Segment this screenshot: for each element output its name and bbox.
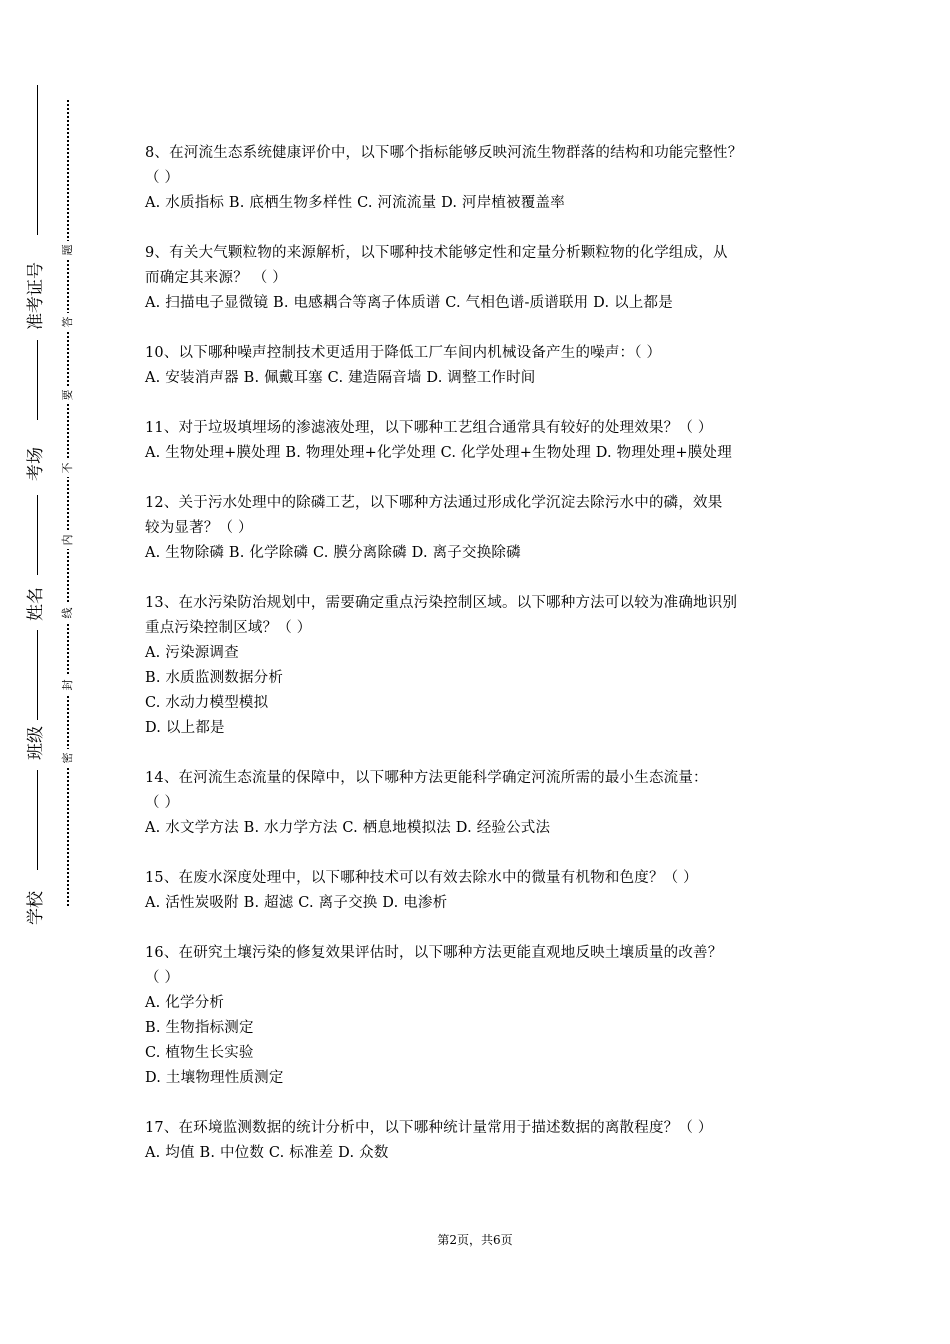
- question-text: 12、关于污水处理中的除磷工艺，以下哪种方法通过形成化学沉淀去除污水中的磷，效果: [145, 495, 723, 511]
- options: A. 水文学方法 B. 水力学方法 C. 栖息地模拟法 D. 经验公式法: [145, 820, 551, 836]
- options: A. 水质指标 B. 底栖生物多样性 C. 河流流量 D. 河岸植被覆盖率: [145, 195, 565, 211]
- seal-char: 题: [59, 241, 77, 259]
- options: A. 安装消声器 B. 佩戴耳塞 C. 建造隔音墙 D. 调整工作时间: [145, 370, 536, 386]
- question-13: [145, 591, 825, 741]
- binding-line-1: [37, 85, 38, 235]
- class-label: 班级: [26, 726, 46, 760]
- options: A. 生物处理+膜处理 B. 物理处理+化学处理 C. 化学处理+生物处理 D. 物理处理+膜处理: [145, 445, 732, 461]
- answer-bracket: （ ）: [145, 170, 180, 186]
- binding-line-5: [37, 770, 38, 870]
- answer-bracket: （ ）: [145, 970, 180, 986]
- option-a: A. 化学分析: [145, 995, 225, 1011]
- options: A. 活性炭吸附 B. 超滤 C. 离子交换 D. 电渗析: [145, 895, 448, 911]
- seal-char: 封: [59, 676, 77, 694]
- option-b: B. 水质监测数据分析: [145, 670, 284, 686]
- question-text: 较为显著？（ ）: [145, 520, 253, 536]
- binding-line-2: [37, 340, 38, 420]
- question-list: [145, 141, 825, 1191]
- name-label: 姓名: [26, 587, 46, 621]
- option-c: C. 水动力模型模拟: [145, 695, 269, 711]
- question-text: 重点污染控制区域？（ ）: [145, 620, 312, 636]
- question-text: 13、在水污染防治规划中，需要确定重点污染控制区域。以下哪种方法可以较为准确地识别: [145, 595, 738, 611]
- question-14: [145, 766, 825, 841]
- seal-char: 答: [59, 313, 77, 331]
- exam-room-label: 考场: [26, 447, 46, 481]
- seal-char: 不: [59, 459, 77, 477]
- option-c: C. 植物生长实验: [145, 1045, 254, 1061]
- exam-number-label: 准考证号: [26, 262, 46, 330]
- page-number: 第2页，共6页: [437, 1233, 513, 1247]
- seal-dotted-line: [67, 100, 69, 906]
- question-text: 16、在研究土壤污染的修复效果评估时，以下哪种方法更能直观地反映土壤质量的改善？: [145, 945, 723, 961]
- question-text: 8、在河流生态系统健康评价中，以下哪个指标能够反映河流生物群落的结构和功能完整性？: [145, 145, 743, 161]
- binding-line-4: [37, 630, 38, 720]
- seal-char: 线: [59, 604, 77, 622]
- question-16: [145, 941, 825, 1091]
- question-8: [145, 141, 825, 216]
- question-text: 17、在环境监测数据的统计分析中，以下哪种统计量常用于描述数据的离散程度？（ ）: [145, 1120, 713, 1136]
- option-b: B. 生物指标测定: [145, 1020, 254, 1036]
- question-text: 15、在废水深度处理中，以下哪种技术可以有效去除水中的微量有机物和色度？（ ）: [145, 870, 698, 886]
- options: A. 生物除磷 B. 化学除磷 C. 膜分离除磷 D. 离子交换除磷: [145, 545, 521, 561]
- question-9: [145, 241, 825, 316]
- options: A. 扫描电子显微镜 B. 电感耦合等离子体质谱 C. 气相色谱-质谱联用 D. 以上都是: [145, 295, 673, 311]
- options: A. 均值 B. 中位数 C. 标准差 D. 众数: [145, 1145, 389, 1161]
- question-17: [145, 1116, 825, 1166]
- seal-char: 要: [59, 386, 77, 404]
- question-text: 9、有关大气颗粒物的来源解析，以下哪种技术能够定性和定量分析颗粒物的化学组成，从: [145, 245, 728, 261]
- question-text: 10、以下哪种噪声控制技术更适用于降低工厂车间内机械设备产生的噪声：（ ）: [145, 345, 662, 361]
- question-10: [145, 341, 825, 391]
- binding-line-3: [37, 495, 38, 575]
- seal-char: 内: [59, 531, 77, 549]
- question-text: 而确定其来源？ （ ）: [145, 270, 287, 286]
- question-text: 14、在河流生态流量的保障中，以下哪种方法更能科学确定河流所需的最小生态流量：: [145, 770, 708, 786]
- question-12: [145, 491, 825, 566]
- option-a: A. 污染源调查: [145, 645, 239, 661]
- school-label: 学校: [26, 891, 46, 925]
- question-11: [145, 416, 825, 466]
- question-text: 11、对于垃圾填埋场的渗滤液处理，以下哪种工艺组合通常具有较好的处理效果？（ ）: [145, 420, 713, 436]
- option-d: D. 以上都是: [145, 720, 225, 736]
- option-d: D. 土壤物理性质测定: [145, 1070, 284, 1086]
- question-15: [145, 866, 825, 916]
- seal-char: 密: [59, 749, 77, 767]
- answer-bracket: （ ）: [145, 795, 180, 811]
